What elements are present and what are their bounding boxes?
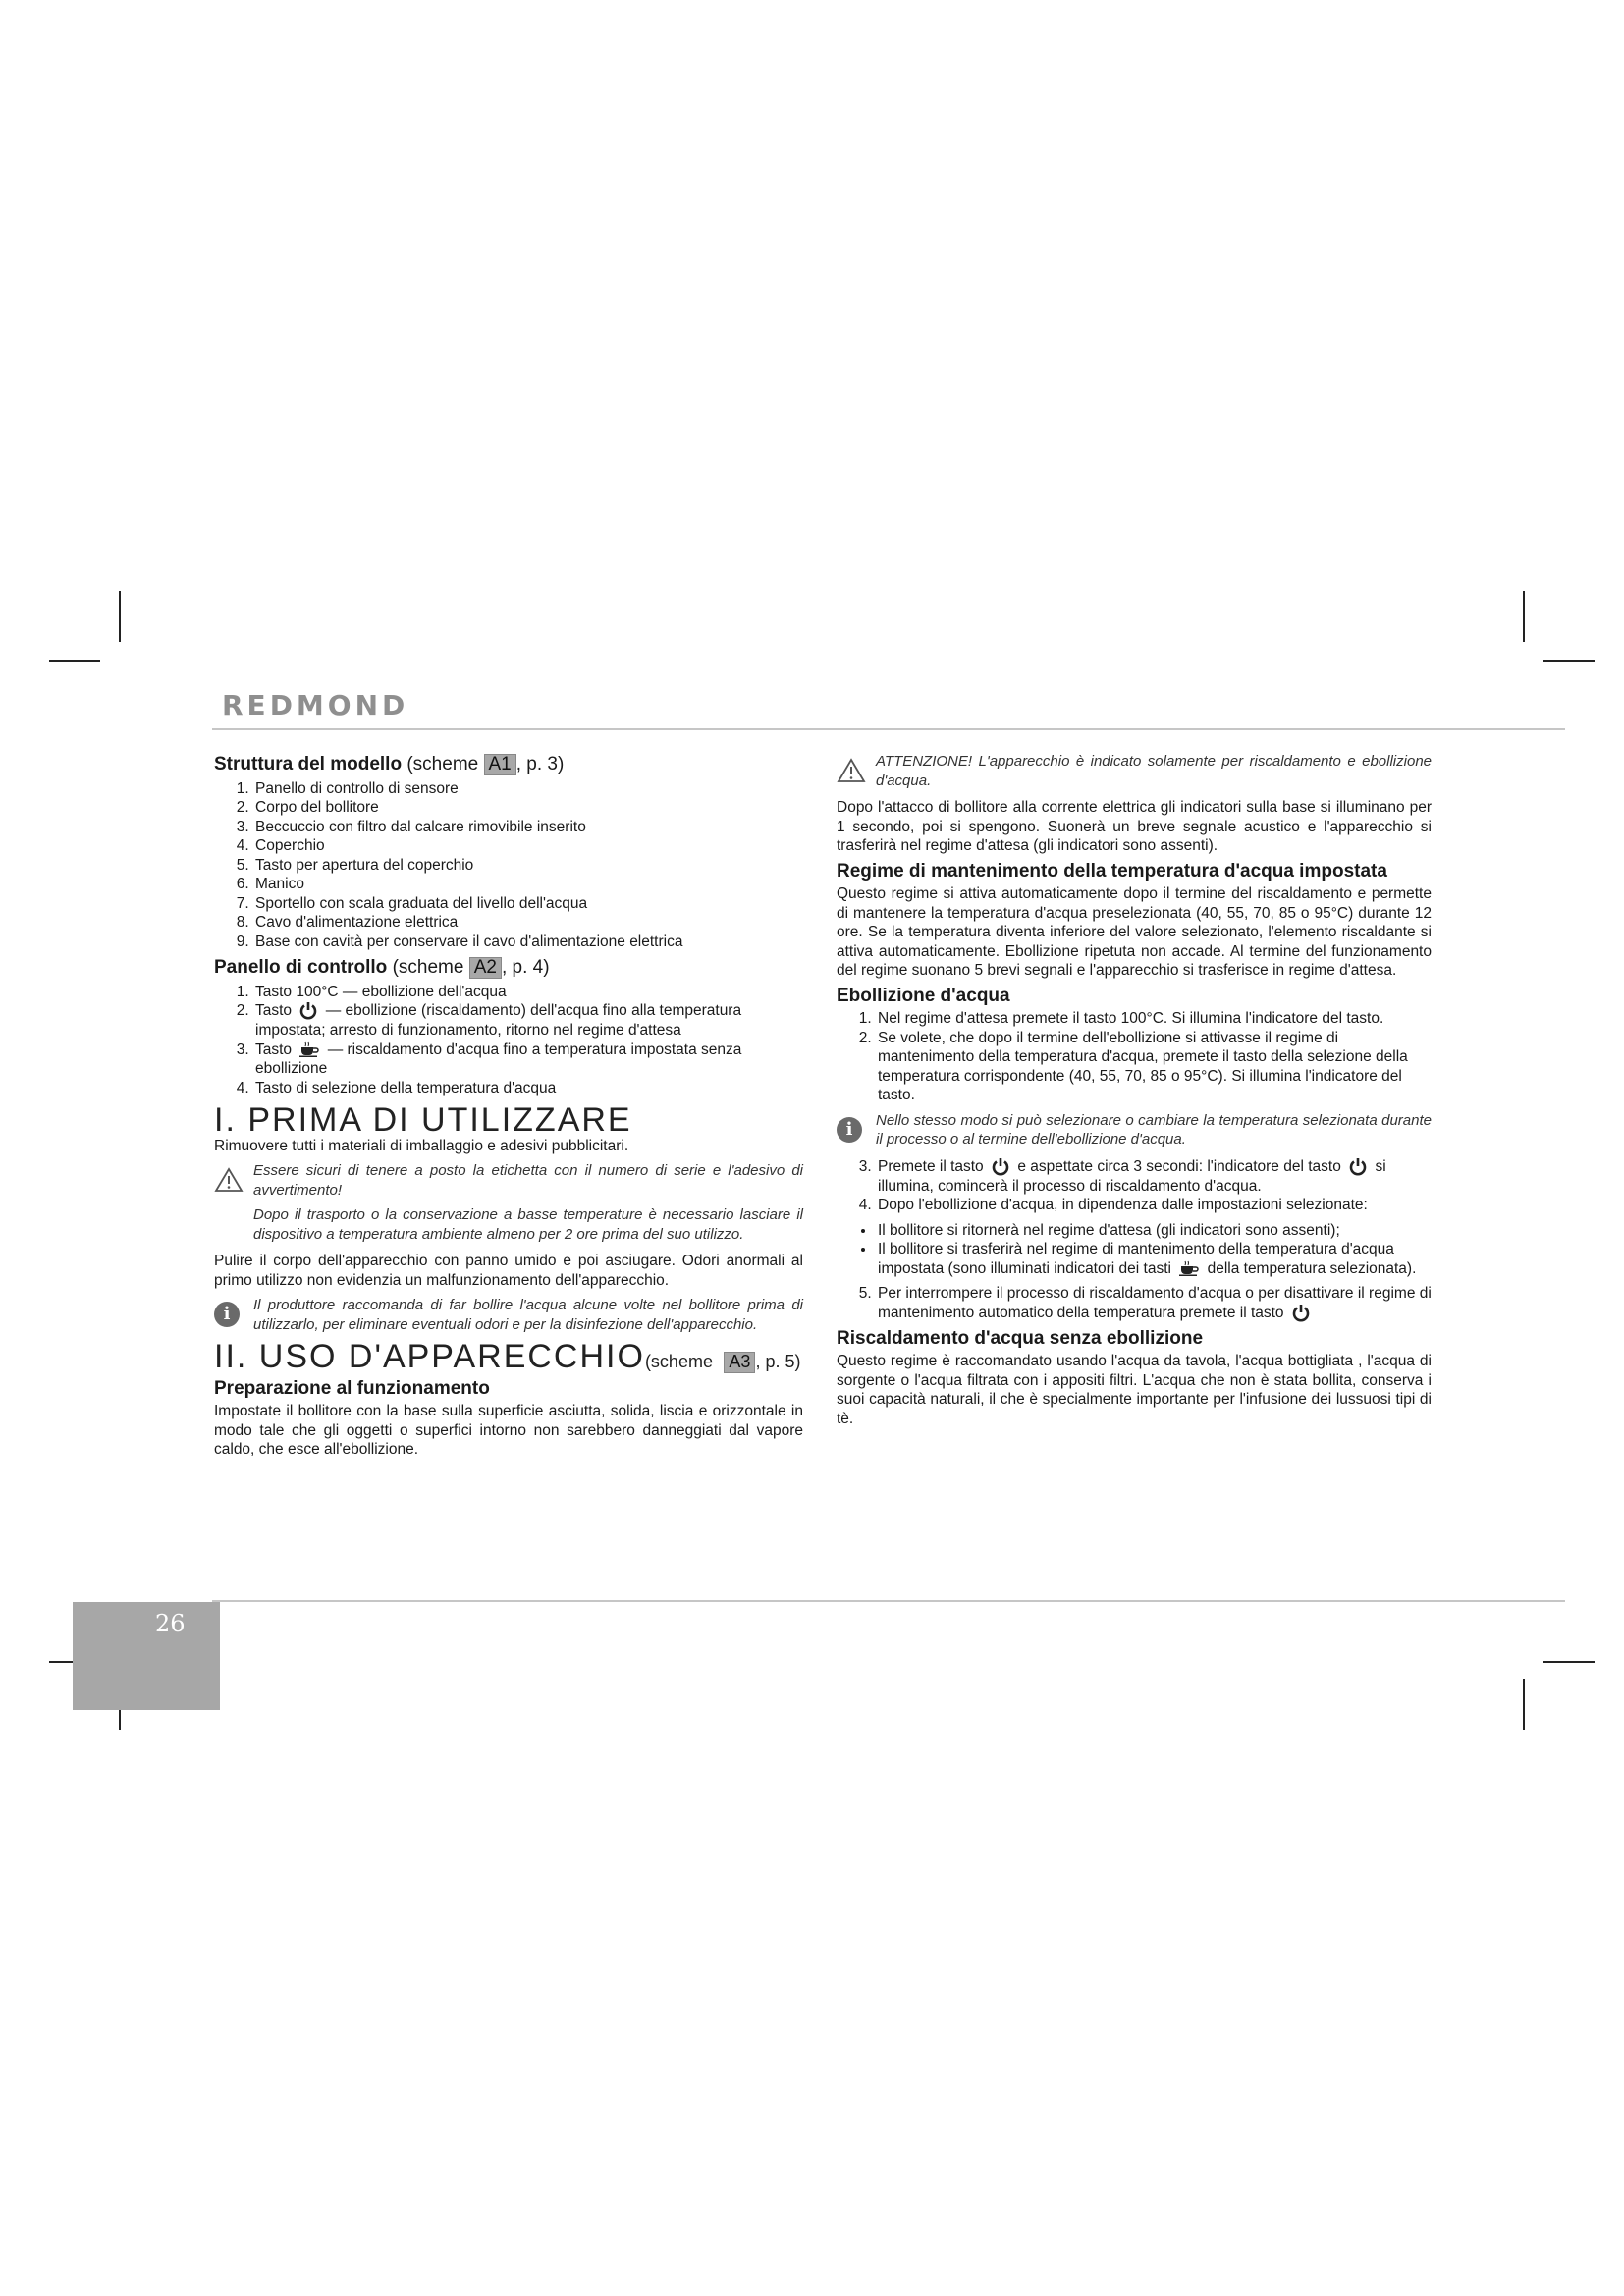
ebol-bullets <box>837 1221 1432 1279</box>
list-item: 1. Nel regime d'attesa premete il tasto 100°C. Si illumina l'indicatore del tasto. <box>876 1009 1432 1029</box>
list-item: 8. Cavo d'alimentazione elettrica <box>253 913 803 933</box>
section1-title: I. PRIMA DI UTILIZZARE <box>214 1101 632 1139</box>
power-icon <box>1348 1157 1368 1177</box>
list-item-post: — ebollizione (riscaldamento) dell'acqua fino alla temperatura impostata; arresto di funzionamento, ritorno nel regime d'attesa <box>255 1002 742 1039</box>
right-column <box>837 748 1432 1434</box>
cup-icon <box>1178 1260 1200 1276</box>
attention-text: ATTENZIONE! L'apparecchio è indicato solamente per riscaldamento e ebollizione d'acqua. <box>876 753 1432 789</box>
crop-mark <box>1523 591 1525 642</box>
section2-heading <box>214 1338 803 1375</box>
list-item: 1. Panello di controllo di sensore <box>253 779 803 799</box>
crop-mark <box>49 660 100 662</box>
list-item <box>876 1157 1432 1197</box>
power-icon <box>1291 1304 1311 1323</box>
info-icon: i <box>837 1117 862 1143</box>
info-text: Il produttore raccomanda di far bollire l'acqua alcune volte nel bollitore prima di utilizzarlo, per eliminare eventuali odori e per la disinfezione dell'apparecchio. <box>253 1297 803 1333</box>
panello-scheme-suffix: , p. 4) <box>501 957 550 978</box>
list-item: 2. Se volete, che dopo il termine dell'ebollizione si attivasse il regime di mantenimento della temperatura d'acqua, premete il tasto della selezione della temperatura corrispondente (40, 55, 70, 85 o 95°C). Si illumina l'indicatore del tasto. <box>876 1029 1432 1105</box>
list-item: 6. Manico <box>253 875 803 894</box>
attach-text: Dopo l'attacco di bollitore alla corrente elettrica gli indicatori sulla base si illuminano per 1 secondo, poi si spengono. Suonerà un breve segnale acustico e l'apparecchio si trasferirà nel regime d'attesa (gli indicatori sono assenti). <box>837 799 1432 854</box>
panello-title: Panello di controllo <box>214 957 388 978</box>
warning-note <box>214 1161 803 1244</box>
scheme-badge-a3: A3 <box>724 1352 755 1373</box>
section2-title: II. USO D'APPARECCHIO <box>214 1338 645 1375</box>
list-item <box>876 1284 1432 1323</box>
section1-paragraph: Pulire il corpo dell'apparecchio con panno umido e poi asciugare. Odori anormali al primo utilizzo non evidenzia un malfunzionamento dell'apparecchio. <box>214 1253 803 1289</box>
ebol-list-b <box>837 1157 1432 1215</box>
info-note <box>214 1296 803 1334</box>
list-item-pre: Per interrompere il processo di riscaldamento d'acqua o per disattivare il regime di mantenimento automatico della temperatura premete il tasto <box>878 1285 1432 1321</box>
risc-title: Riscaldamento d'acqua senza ebollizione <box>837 1327 1204 1349</box>
page-number: 26 <box>155 1610 186 1637</box>
list-item-pre: Premete il tasto <box>878 1157 984 1175</box>
scheme-badge-a1: A1 <box>484 754 516 775</box>
ebol-list-a <box>837 1009 1432 1105</box>
list-item <box>253 1041 803 1079</box>
crop-mark <box>1543 1661 1595 1663</box>
risc-text: Questo regime è raccomandato usando l'acqua da tavola, l'acqua bottigliata , l'acqua di sorgente o l'acqua filtrata con i appositi filtri. L'acqua che non è stata bollita, conserva i suoi capacità naturali, il che è specialmente importante per l'infusione dei lussuosi tipi di tè. <box>837 1353 1432 1427</box>
list-item: 4. Coperchio <box>253 836 803 856</box>
struttura-title: Struttura del modello <box>214 754 403 774</box>
list-item <box>876 1240 1432 1278</box>
section2-scheme-suffix: , p. 5) <box>755 1352 801 1371</box>
list-item: 4. Tasto di selezione della temperatura d'acqua <box>253 1079 803 1098</box>
list-item-pre: Tasto <box>255 1002 293 1020</box>
struttura-heading <box>214 754 803 775</box>
list-item: 3. Beccuccio con filtro dal calcare rimovibile inserito <box>253 818 803 837</box>
ebol-info-text: Nello stesso modo si può selezionare o cambiare la temperatura selezionata durante il processo o al termine dell'ebollizione d'acqua. <box>876 1111 1432 1148</box>
cup-icon <box>298 1041 320 1057</box>
left-column <box>214 748 803 1466</box>
list-item-mid: e aspettate circa 3 secondi: l'indicatore del tasto <box>1017 1157 1341 1175</box>
warning-icon <box>837 758 866 789</box>
brand-logo: REDMOND <box>222 689 409 721</box>
list-item <box>253 1001 803 1041</box>
crop-mark <box>119 591 121 642</box>
list-item-post: della temperatura selezionata). <box>1207 1259 1417 1277</box>
scheme-badge-a2: A2 <box>469 957 502 979</box>
struttura-scheme-suffix: , p. 3) <box>515 754 565 774</box>
panello-scheme-prefix: (scheme <box>392 957 464 978</box>
warning-text-2: Dopo il trasporto o la conservazione a basse temperature è necessario lasciare il dispositivo a temperatura ambiente almeno per 2 ore prima del suo utilizzo. <box>253 1206 803 1243</box>
page-number-box <box>73 1602 220 1710</box>
list-item-post: — riscaldamento d'acqua fino a temperatura impostata senza ebollizione <box>255 1041 742 1077</box>
list-item-pre: Il bollitore si trasferirà nel regime di mantenimento della temperatura d'acqua impostata (sono illuminati indicatori dei tasti <box>878 1241 1394 1277</box>
ebol-title: Ebollizione d'acqua <box>837 985 1010 1006</box>
warning-icon <box>214 1167 244 1199</box>
prep-text: Impostate il bollitore con la base sulla superficie asciutta, solida, liscia e orizzontale in modo tale che gli oggetti o superfici intorno non sarebbero danneggiati dal vapore caldo, che esce all'ebollizione. <box>214 1403 803 1458</box>
warning-text-1: Essere sicuri di tenere a posto la etichetta con il numero di serie e l'adesivo di avvertimento! <box>253 1162 803 1199</box>
list-item: 2. Corpo del bollitore <box>253 798 803 818</box>
regime-title: Regime di mantenimento della temperatura d'acqua impostata <box>837 860 1387 881</box>
attention-note <box>837 752 1432 790</box>
section1-intro: Rimuovere tutti i materiali di imballaggio e adesivi pubblicitari. <box>214 1137 629 1154</box>
regime-text: Questo regime si attiva automaticamente dopo il termine del riscaldamento e permette di mantenere la temperatura d'acqua preselezionata (40, 55, 70, 85 o 95°C) durante 12 ore. Se la temperatura diventa inferiore del valore selezionato, l'elemento riscaldante si attiva automaticamente. Ebollizione ripetuta non accade. Al termine del funzionamento del regime suonano 5 brevi segnali e l'apparecchio si trasferisce in regime d'attesa. <box>837 885 1432 979</box>
prep-title: Preparazione al funzionamento <box>214 1377 490 1399</box>
section2-scheme-prefix: (scheme <box>644 1352 713 1371</box>
footer-rule <box>212 1600 1565 1602</box>
list-item-post: si illumina, comincerà il processo di riscaldamento d'acqua. <box>878 1157 1386 1195</box>
list-item: • Il bollitore si ritornerà nel regime d'attesa (gli indicatori sono assenti); <box>876 1221 1432 1241</box>
info-note <box>837 1111 1432 1149</box>
struttura-scheme-prefix: (scheme <box>406 754 479 774</box>
power-icon <box>298 1001 318 1021</box>
crop-mark <box>1523 1679 1525 1730</box>
struttura-list <box>214 779 803 952</box>
power-icon <box>991 1157 1010 1177</box>
panello-list <box>214 983 803 1098</box>
list-item: 1. Tasto 100°C — ebollizione dell'acqua <box>253 983 803 1002</box>
list-item: 9. Base con cavità per conservare il cavo d'alimentazione elettrica <box>253 933 803 952</box>
ebol-list-c <box>837 1284 1432 1323</box>
list-item: 5. Tasto per apertura del coperchio <box>253 856 803 876</box>
list-item-pre: Tasto <box>255 1041 293 1058</box>
crop-mark <box>1543 660 1595 662</box>
info-icon: i <box>214 1302 240 1327</box>
list-item: 4. Dopo l'ebollizione d'acqua, in dipendenza dalle impostazioni selezionate: <box>876 1196 1432 1215</box>
panello-heading <box>214 957 803 979</box>
list-item: 7. Sportello con scala graduata del livello dell'acqua <box>253 894 803 914</box>
header-rule <box>212 728 1565 730</box>
